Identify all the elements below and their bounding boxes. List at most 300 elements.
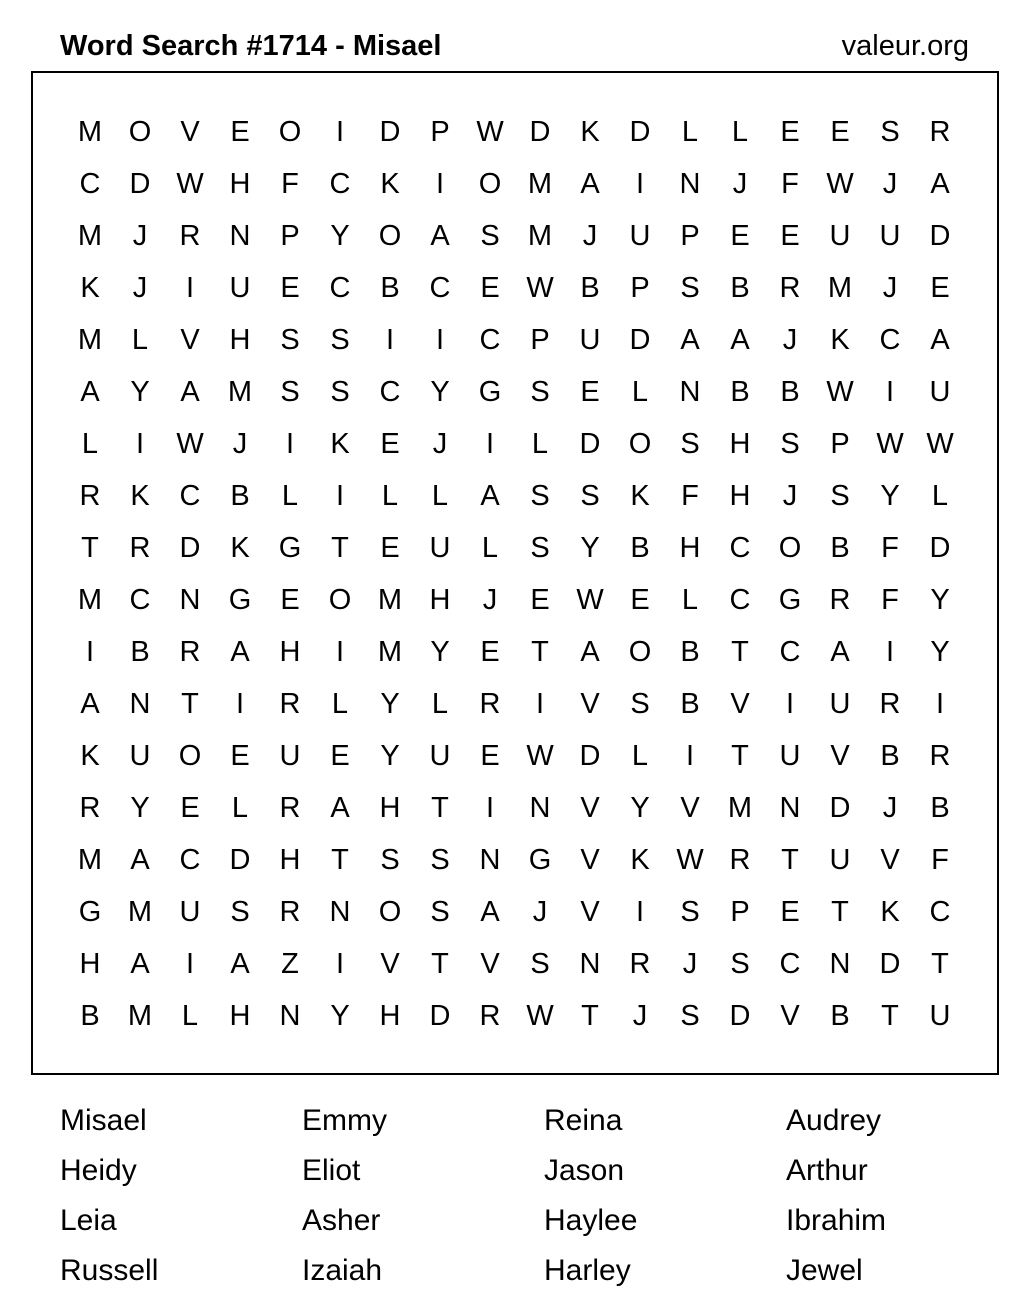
grid-cell[interactable]: T xyxy=(781,843,799,876)
grid-cell[interactable]: G xyxy=(528,843,552,876)
grid-cell[interactable]: V xyxy=(830,739,850,772)
grid-cell[interactable]: I xyxy=(185,271,195,304)
grid-cell[interactable]: P xyxy=(530,323,550,356)
grid-cell[interactable]: M xyxy=(827,271,853,304)
grid-cell[interactable]: R xyxy=(179,635,201,668)
grid-cell[interactable]: I xyxy=(135,427,145,460)
grid-cell[interactable]: A xyxy=(480,895,500,928)
grid-cell[interactable]: E xyxy=(380,427,400,460)
grid-cell[interactable]: T xyxy=(731,635,749,668)
grid-cell[interactable]: U xyxy=(579,323,601,356)
grid-cell[interactable]: A xyxy=(730,323,750,356)
grid-cell[interactable]: K xyxy=(230,531,250,564)
grid-cell[interactable]: J xyxy=(782,479,798,512)
grid-cell[interactable]: P xyxy=(430,115,450,148)
grid-cell[interactable]: R xyxy=(629,947,651,980)
grid-cell[interactable]: I xyxy=(435,167,445,200)
grid-cell[interactable]: M xyxy=(377,583,403,616)
grid-cell[interactable]: U xyxy=(629,219,651,252)
grid-cell[interactable]: A xyxy=(930,323,950,356)
grid-cell[interactable]: S xyxy=(530,375,550,408)
grid-cell[interactable]: S xyxy=(830,479,850,512)
grid-cell[interactable]: B xyxy=(880,739,900,772)
grid-cell[interactable]: A xyxy=(930,167,950,200)
grid-cell[interactable]: H xyxy=(429,583,451,616)
grid-cell[interactable]: J xyxy=(132,219,148,252)
grid-cell[interactable]: W xyxy=(476,115,504,148)
grid-cell[interactable]: C xyxy=(479,323,501,356)
grid-cell[interactable]: S xyxy=(530,531,550,564)
grid-cell[interactable]: Y xyxy=(130,791,150,824)
grid-cell[interactable]: W xyxy=(526,271,554,304)
grid-cell[interactable]: F xyxy=(881,531,899,564)
grid-cell[interactable]: F xyxy=(681,479,699,512)
grid-cell[interactable]: V xyxy=(580,843,600,876)
grid-cell[interactable]: I xyxy=(285,427,295,460)
grid-cell[interactable]: R xyxy=(279,791,301,824)
grid-cell[interactable]: W xyxy=(876,427,904,460)
grid-cell[interactable]: J xyxy=(482,583,498,616)
grid-cell[interactable]: P xyxy=(630,271,650,304)
grid-cell[interactable]: U xyxy=(179,895,201,928)
grid-cell[interactable]: O xyxy=(328,583,352,616)
grid-cell[interactable]: R xyxy=(479,999,501,1032)
grid-cell[interactable]: I xyxy=(785,687,795,720)
grid-cell[interactable]: K xyxy=(630,843,650,876)
grid-cell[interactable]: S xyxy=(680,271,700,304)
grid-cell[interactable]: H xyxy=(79,947,101,980)
grid-cell[interactable]: J xyxy=(882,271,898,304)
grid-cell[interactable]: O xyxy=(628,635,652,668)
grid-cell[interactable]: K xyxy=(830,323,850,356)
grid-cell[interactable]: S xyxy=(680,895,700,928)
grid-cell[interactable]: O xyxy=(128,115,152,148)
grid-cell[interactable]: C xyxy=(429,271,451,304)
grid-cell[interactable]: E xyxy=(580,375,600,408)
grid-cell[interactable]: R xyxy=(779,271,801,304)
grid-cell[interactable]: Y xyxy=(330,999,350,1032)
grid-cell[interactable]: T xyxy=(931,947,949,980)
grid-cell[interactable]: R xyxy=(179,219,201,252)
grid-cell[interactable]: V xyxy=(580,687,600,720)
grid-cell[interactable]: U xyxy=(279,739,301,772)
grid-cell[interactable]: J xyxy=(782,323,798,356)
grid-cell[interactable]: B xyxy=(630,531,650,564)
grid-cell[interactable]: S xyxy=(680,427,700,460)
grid-cell[interactable]: I xyxy=(635,895,645,928)
grid-cell[interactable]: K xyxy=(80,739,100,772)
grid-cell[interactable]: M xyxy=(127,999,153,1032)
grid-cell[interactable]: A xyxy=(230,635,250,668)
grid-cell[interactable]: M xyxy=(727,791,753,824)
grid-cell[interactable]: S xyxy=(230,895,250,928)
grid-cell[interactable]: A xyxy=(80,687,100,720)
grid-cell[interactable]: K xyxy=(330,427,350,460)
grid-cell[interactable]: S xyxy=(530,947,550,980)
grid-cell[interactable]: C xyxy=(329,167,351,200)
grid-cell[interactable]: H xyxy=(379,791,401,824)
grid-cell[interactable]: S xyxy=(630,687,650,720)
grid-cell[interactable]: I xyxy=(335,947,345,980)
grid-cell[interactable]: I xyxy=(185,947,195,980)
grid-cell[interactable]: A xyxy=(430,219,450,252)
grid-cell[interactable]: M xyxy=(227,375,253,408)
grid-cell[interactable]: J xyxy=(732,167,748,200)
grid-cell[interactable]: U xyxy=(879,219,901,252)
grid-cell[interactable]: E xyxy=(280,271,300,304)
grid-cell[interactable]: E xyxy=(330,739,350,772)
grid-cell[interactable]: A xyxy=(680,323,700,356)
grid-cell[interactable]: S xyxy=(780,427,800,460)
grid-cell[interactable]: D xyxy=(429,999,451,1032)
grid-cell[interactable]: L xyxy=(531,427,549,460)
grid-cell[interactable]: S xyxy=(530,479,550,512)
grid-cell[interactable]: L xyxy=(131,323,149,356)
grid-cell[interactable]: V xyxy=(580,791,600,824)
grid-cell[interactable]: R xyxy=(929,115,951,148)
grid-cell[interactable]: H xyxy=(279,843,301,876)
grid-cell[interactable]: J xyxy=(532,895,548,928)
grid-cell[interactable]: T xyxy=(881,999,899,1032)
grid-cell[interactable]: O xyxy=(278,115,302,148)
grid-cell[interactable]: V xyxy=(780,999,800,1032)
grid-cell[interactable]: L xyxy=(81,427,99,460)
grid-cell[interactable]: V xyxy=(480,947,500,980)
grid-cell[interactable]: S xyxy=(280,323,300,356)
grid-cell[interactable]: B xyxy=(130,635,150,668)
grid-cell[interactable]: R xyxy=(479,687,501,720)
grid-cell[interactable]: I xyxy=(235,687,245,720)
grid-cell[interactable]: D xyxy=(629,115,651,148)
grid-cell[interactable]: I xyxy=(435,323,445,356)
grid-cell[interactable]: A xyxy=(480,479,500,512)
grid-cell[interactable]: I xyxy=(935,687,945,720)
grid-cell[interactable]: U xyxy=(929,999,951,1032)
grid-cell[interactable]: B xyxy=(730,271,750,304)
grid-cell[interactable]: L xyxy=(381,479,399,512)
grid-cell[interactable]: Y xyxy=(330,219,350,252)
grid-cell[interactable]: L xyxy=(631,739,649,772)
grid-cell[interactable]: N xyxy=(579,947,601,980)
grid-cell[interactable]: A xyxy=(830,635,850,668)
grid-cell[interactable]: J xyxy=(582,219,598,252)
grid-cell[interactable]: D xyxy=(529,115,551,148)
grid-cell[interactable]: A xyxy=(80,375,100,408)
grid-cell[interactable]: N xyxy=(679,167,701,200)
grid-cell[interactable]: P xyxy=(280,219,300,252)
grid-cell[interactable]: H xyxy=(229,323,251,356)
grid-cell[interactable]: J xyxy=(632,999,648,1032)
grid-cell[interactable]: T xyxy=(581,999,599,1032)
grid-cell[interactable]: M xyxy=(527,167,553,200)
grid-cell[interactable]: V xyxy=(880,843,900,876)
grid-cell[interactable]: M xyxy=(527,219,553,252)
grid-cell[interactable]: Y xyxy=(930,583,950,616)
grid-cell[interactable]: J xyxy=(132,271,148,304)
grid-cell[interactable]: V xyxy=(730,687,750,720)
grid-cell[interactable]: I xyxy=(385,323,395,356)
grid-cell[interactable]: N xyxy=(679,375,701,408)
grid-cell[interactable]: E xyxy=(480,271,500,304)
grid-cell[interactable]: I xyxy=(535,687,545,720)
grid-cell[interactable]: D xyxy=(929,219,951,252)
grid-cell[interactable]: C xyxy=(929,895,951,928)
grid-cell[interactable]: N xyxy=(829,947,851,980)
grid-cell[interactable]: O xyxy=(378,895,402,928)
grid-cell[interactable]: D xyxy=(929,531,951,564)
grid-cell[interactable]: S xyxy=(430,843,450,876)
grid-cell[interactable]: U xyxy=(779,739,801,772)
grid-cell[interactable]: E xyxy=(780,895,800,928)
grid-cell[interactable]: D xyxy=(179,531,201,564)
grid-cell[interactable]: U xyxy=(929,375,951,408)
grid-cell[interactable]: V xyxy=(580,895,600,928)
grid-cell[interactable]: B xyxy=(230,479,250,512)
grid-cell[interactable]: R xyxy=(829,583,851,616)
grid-cell[interactable]: J xyxy=(432,427,448,460)
grid-cell[interactable]: C xyxy=(179,843,201,876)
grid-cell[interactable]: C xyxy=(779,947,801,980)
grid-cell[interactable]: E xyxy=(630,583,650,616)
grid-cell[interactable]: G xyxy=(478,375,502,408)
grid-cell[interactable]: Z xyxy=(281,947,299,980)
grid-cell[interactable]: R xyxy=(279,687,301,720)
grid-cell[interactable]: R xyxy=(279,895,301,928)
grid-cell[interactable]: M xyxy=(77,219,103,252)
grid-cell[interactable]: C xyxy=(129,583,151,616)
grid-cell[interactable]: Y xyxy=(880,479,900,512)
grid-cell[interactable]: Y xyxy=(580,531,600,564)
grid-cell[interactable]: A xyxy=(230,947,250,980)
grid-cell[interactable]: D xyxy=(629,323,651,356)
grid-cell[interactable]: H xyxy=(279,635,301,668)
grid-cell[interactable]: C xyxy=(729,583,751,616)
grid-cell[interactable]: E xyxy=(480,739,500,772)
grid-cell[interactable]: L xyxy=(231,791,249,824)
grid-cell[interactable]: H xyxy=(679,531,701,564)
grid-cell[interactable]: C xyxy=(879,323,901,356)
grid-cell[interactable]: B xyxy=(680,687,700,720)
grid-cell[interactable]: S xyxy=(880,115,900,148)
grid-cell[interactable]: K xyxy=(130,479,150,512)
grid-cell[interactable]: G xyxy=(278,531,302,564)
grid-cell[interactable]: R xyxy=(79,479,101,512)
grid-cell[interactable]: B xyxy=(830,531,850,564)
grid-cell[interactable]: L xyxy=(181,999,199,1032)
grid-cell[interactable]: G xyxy=(778,583,802,616)
grid-cell[interactable]: S xyxy=(280,375,300,408)
grid-cell[interactable]: F xyxy=(931,843,949,876)
grid-cell[interactable]: N xyxy=(279,999,301,1032)
grid-cell[interactable]: F xyxy=(781,167,799,200)
grid-cell[interactable]: L xyxy=(481,531,499,564)
grid-cell[interactable]: B xyxy=(380,271,400,304)
grid-cell[interactable]: R xyxy=(129,531,151,564)
grid-cell[interactable]: A xyxy=(330,791,350,824)
grid-cell[interactable]: L xyxy=(681,583,699,616)
grid-cell[interactable]: V xyxy=(180,323,200,356)
grid-cell[interactable]: E xyxy=(780,219,800,252)
grid-cell[interactable]: I xyxy=(85,635,95,668)
grid-cell[interactable]: M xyxy=(77,115,103,148)
grid-cell[interactable]: M xyxy=(77,843,103,876)
grid-cell[interactable]: P xyxy=(680,219,700,252)
grid-cell[interactable]: K xyxy=(80,271,100,304)
grid-cell[interactable]: G xyxy=(78,895,102,928)
grid-cell[interactable]: E xyxy=(930,271,950,304)
grid-cell[interactable]: K xyxy=(380,167,400,200)
grid-cell[interactable]: C xyxy=(729,531,751,564)
grid-cell[interactable]: L xyxy=(331,687,349,720)
grid-cell[interactable]: I xyxy=(635,167,645,200)
grid-cell[interactable]: N xyxy=(529,791,551,824)
grid-cell[interactable]: E xyxy=(480,635,500,668)
grid-cell[interactable]: B xyxy=(680,635,700,668)
grid-cell[interactable]: P xyxy=(830,427,850,460)
grid-cell[interactable]: T xyxy=(831,895,849,928)
grid-cell[interactable]: E xyxy=(180,791,200,824)
grid-cell[interactable]: W xyxy=(526,999,554,1032)
grid-cell[interactable]: C xyxy=(179,479,201,512)
grid-cell[interactable]: E xyxy=(280,583,300,616)
grid-cell[interactable]: W xyxy=(826,167,854,200)
grid-cell[interactable]: D xyxy=(879,947,901,980)
grid-cell[interactable]: R xyxy=(79,791,101,824)
grid-cell[interactable]: T xyxy=(731,739,749,772)
grid-cell[interactable]: C xyxy=(329,271,351,304)
grid-cell[interactable]: B xyxy=(780,375,800,408)
grid-cell[interactable]: J xyxy=(882,167,898,200)
grid-cell[interactable]: K xyxy=(580,115,600,148)
grid-cell[interactable]: W xyxy=(676,843,704,876)
grid-cell[interactable]: M xyxy=(77,323,103,356)
grid-cell[interactable]: O xyxy=(378,219,402,252)
grid-cell[interactable]: B xyxy=(930,791,950,824)
grid-cell[interactable]: M xyxy=(127,895,153,928)
grid-cell[interactable]: W xyxy=(926,427,954,460)
grid-cell[interactable]: E xyxy=(830,115,850,148)
grid-cell[interactable]: H xyxy=(229,167,251,200)
grid-cell[interactable]: S xyxy=(330,375,350,408)
grid-cell[interactable]: T xyxy=(81,531,99,564)
grid-cell[interactable]: F xyxy=(881,583,899,616)
grid-cell[interactable]: R xyxy=(729,843,751,876)
grid-cell[interactable]: M xyxy=(77,583,103,616)
grid-cell[interactable]: Y xyxy=(630,791,650,824)
grid-cell[interactable]: D xyxy=(729,999,751,1032)
grid-cell[interactable]: T xyxy=(181,687,199,720)
grid-cell[interactable]: V xyxy=(180,115,200,148)
grid-cell[interactable]: R xyxy=(879,687,901,720)
grid-cell[interactable]: S xyxy=(580,479,600,512)
grid-cell[interactable]: I xyxy=(885,375,895,408)
grid-cell[interactable]: N xyxy=(329,895,351,928)
grid-cell[interactable]: L xyxy=(731,115,749,148)
grid-cell[interactable]: E xyxy=(230,739,250,772)
grid-cell[interactable]: F xyxy=(281,167,299,200)
grid-cell[interactable]: I xyxy=(685,739,695,772)
grid-cell[interactable]: A xyxy=(580,635,600,668)
grid-cell[interactable]: H xyxy=(379,999,401,1032)
grid-cell[interactable]: A xyxy=(180,375,200,408)
grid-cell[interactable]: I xyxy=(485,427,495,460)
grid-cell[interactable]: A xyxy=(580,167,600,200)
grid-cell[interactable]: D xyxy=(229,843,251,876)
grid-cell[interactable]: K xyxy=(880,895,900,928)
grid-cell[interactable]: B xyxy=(830,999,850,1032)
grid-cell[interactable]: H xyxy=(729,479,751,512)
grid-cell[interactable]: N xyxy=(779,791,801,824)
grid-cell[interactable]: N xyxy=(229,219,251,252)
grid-cell[interactable]: D xyxy=(379,115,401,148)
grid-cell[interactable]: R xyxy=(929,739,951,772)
grid-cell[interactable]: T xyxy=(331,531,349,564)
grid-cell[interactable]: E xyxy=(730,219,750,252)
grid-cell[interactable]: D xyxy=(579,739,601,772)
grid-cell[interactable]: O xyxy=(628,427,652,460)
grid-cell[interactable]: S xyxy=(480,219,500,252)
grid-cell[interactable]: N xyxy=(479,843,501,876)
grid-cell[interactable]: V xyxy=(380,947,400,980)
grid-cell[interactable]: E xyxy=(780,115,800,148)
grid-cell[interactable]: B xyxy=(80,999,100,1032)
grid-cell[interactable]: A xyxy=(130,947,150,980)
grid-cell[interactable]: I xyxy=(335,479,345,512)
grid-cell[interactable]: T xyxy=(431,791,449,824)
grid-cell[interactable]: T xyxy=(431,947,449,980)
grid-cell[interactable]: E xyxy=(230,115,250,148)
grid-cell[interactable]: W xyxy=(576,583,604,616)
grid-cell[interactable]: Y xyxy=(430,375,450,408)
grid-cell[interactable]: J xyxy=(682,947,698,980)
grid-cell[interactable]: C xyxy=(79,167,101,200)
grid-cell[interactable]: U xyxy=(429,739,451,772)
grid-cell[interactable]: D xyxy=(129,167,151,200)
grid-cell[interactable]: G xyxy=(228,583,252,616)
grid-cell[interactable]: I xyxy=(885,635,895,668)
grid-cell[interactable]: L xyxy=(931,479,949,512)
grid-cell[interactable]: B xyxy=(580,271,600,304)
grid-cell[interactable]: S xyxy=(730,947,750,980)
grid-cell[interactable]: J xyxy=(232,427,248,460)
grid-cell[interactable]: L xyxy=(281,479,299,512)
grid-cell[interactable]: W xyxy=(176,167,204,200)
grid-cell[interactable]: A xyxy=(130,843,150,876)
grid-cell[interactable]: Y xyxy=(380,739,400,772)
grid-cell[interactable]: M xyxy=(377,635,403,668)
grid-cell[interactable]: S xyxy=(380,843,400,876)
grid-cell[interactable]: C xyxy=(379,375,401,408)
grid-cell[interactable]: N xyxy=(179,583,201,616)
grid-cell[interactable]: L xyxy=(631,375,649,408)
grid-cell[interactable]: H xyxy=(229,999,251,1032)
grid-cell[interactable]: E xyxy=(530,583,550,616)
grid-cell[interactable]: U xyxy=(129,739,151,772)
grid-cell[interactable]: U xyxy=(829,687,851,720)
grid-cell[interactable]: S xyxy=(430,895,450,928)
grid-cell[interactable]: E xyxy=(380,531,400,564)
grid-cell[interactable]: J xyxy=(882,791,898,824)
grid-cell[interactable]: Y xyxy=(130,375,150,408)
grid-cell[interactable]: T xyxy=(331,843,349,876)
grid-cell[interactable]: Y xyxy=(930,635,950,668)
grid-cell[interactable]: O xyxy=(478,167,502,200)
grid-cell[interactable]: Y xyxy=(380,687,400,720)
grid-cell[interactable]: L xyxy=(431,687,449,720)
grid-cell[interactable]: U xyxy=(829,219,851,252)
grid-cell[interactable]: W xyxy=(526,739,554,772)
grid-cell[interactable]: N xyxy=(129,687,151,720)
